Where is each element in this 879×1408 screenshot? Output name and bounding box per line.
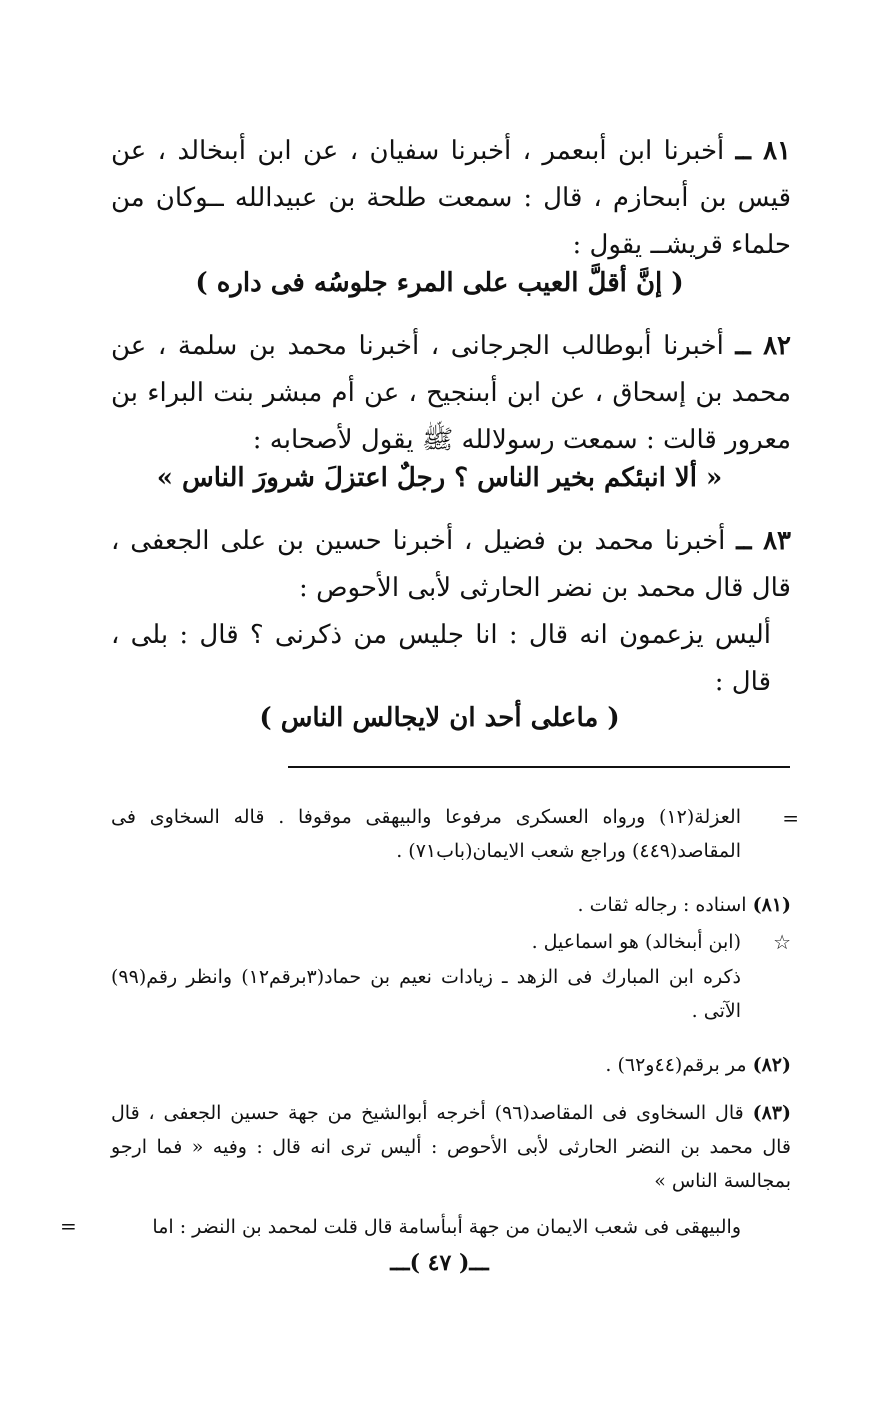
footnote-last-line: والبيهقى فى شعب الايمان من جهة أبىأسامة قال قلت لمحمد بن النضر : اما bbox=[152, 1216, 741, 1238]
footnote-82 bbox=[111, 1048, 791, 1082]
entry-81 bbox=[111, 128, 791, 269]
entry-number: ٨٣ ــ bbox=[736, 526, 791, 556]
footnote-separator bbox=[288, 766, 790, 768]
footnote-star-note: (ابن أبىخالد) هو اسماعيل . bbox=[531, 931, 741, 953]
footnote-number: (٨١) bbox=[752, 894, 791, 916]
footnote-number: (٨٣) bbox=[752, 1102, 791, 1124]
continuation-marker: = bbox=[782, 806, 799, 830]
footnote-83 bbox=[111, 1096, 791, 1198]
entry-text: أخبرنا ابن أبىعمر ، أخبرنا سفيان ، عن ابن أبىخالد ، عن قيس بن أبىحازم ، قال : سمعت طلحة بن عبيدالله ــوكان من حلماء قريشــ يقول : bbox=[111, 136, 791, 260]
entry-text: أخبرنا أبوطالب الجرجانى ، أخبرنا محمد بن سلمة ، عن محمد بن إسحاق ، عن ابن أبىنجيح ، عن أم مبشر بنت البراء بن معرور قالت : سمعت رسولالله ﷺ يقول لأصحابه : bbox=[111, 331, 791, 455]
footnote-81 bbox=[111, 888, 791, 922]
end-continuation-marker: = bbox=[60, 1214, 77, 1238]
footnote-continuation: العزلة(١٢) ورواه العسكرى مرفوعا والبيهقى موقوفا . قاله السخاوى فى المقاصد(٤٤٩) وراجع شعب الايمان(باب٧١) . bbox=[111, 806, 741, 862]
entry-text: أخبرنا محمد بن فضيل ، أخبرنا حسين بن على الجعفى ، قال قال محمد بن نضر الحارثى لأبى الأحوص : bbox=[111, 526, 791, 603]
entry-number: ٨٢ ــ bbox=[735, 331, 791, 361]
footnote-text: قال السخاوى فى المقاصد(٩٦) أخرجه أبوالشيخ من جهة حسين الجعفى ، قال قال محمد بن النضر الحارثى لأبى الأحوص : أليس ترى انه قال : وفيه « فما ارجو بمجالسة الناس » bbox=[111, 1102, 791, 1192]
entry-81-quote: ( إنَّ أقلَّ العيب على المرء جلوسُه فى داره ) bbox=[195, 268, 684, 298]
entry-number: ٨١ ــ bbox=[735, 136, 791, 166]
entry-82 bbox=[111, 323, 791, 464]
entry-82-quote: « ألا انبئكم بخير الناس ؟ رجلٌ اعتزلَ شرورَ الناس » bbox=[156, 463, 723, 493]
footnote-text: اسناده : رجاله ثقات . bbox=[577, 894, 747, 916]
footnote-number: (٨٢) bbox=[752, 1054, 791, 1076]
star-icon: ☆ bbox=[773, 930, 791, 954]
entry-83 bbox=[111, 518, 791, 612]
entry-83-quote: ( ماعلى أحد ان لايجالس الناس ) bbox=[259, 703, 620, 733]
page-number: ـــ( ٤٧ )ـــ bbox=[390, 1250, 489, 1276]
footnote-81-extra: ذكره ابن المبارك فى الزهد ـ زيادات نعيم بن حماد(٣برقم١٢) وانظر رقم(٩٩) الآتى . bbox=[111, 966, 742, 1022]
entry-83-continuation: أليس يزعمون انه قال : انا جليس من ذكرنى ؟ قال : بلى ، قال : bbox=[111, 620, 771, 697]
footnote-text: مر برقم(٤٤و٦٢) . bbox=[605, 1054, 747, 1076]
